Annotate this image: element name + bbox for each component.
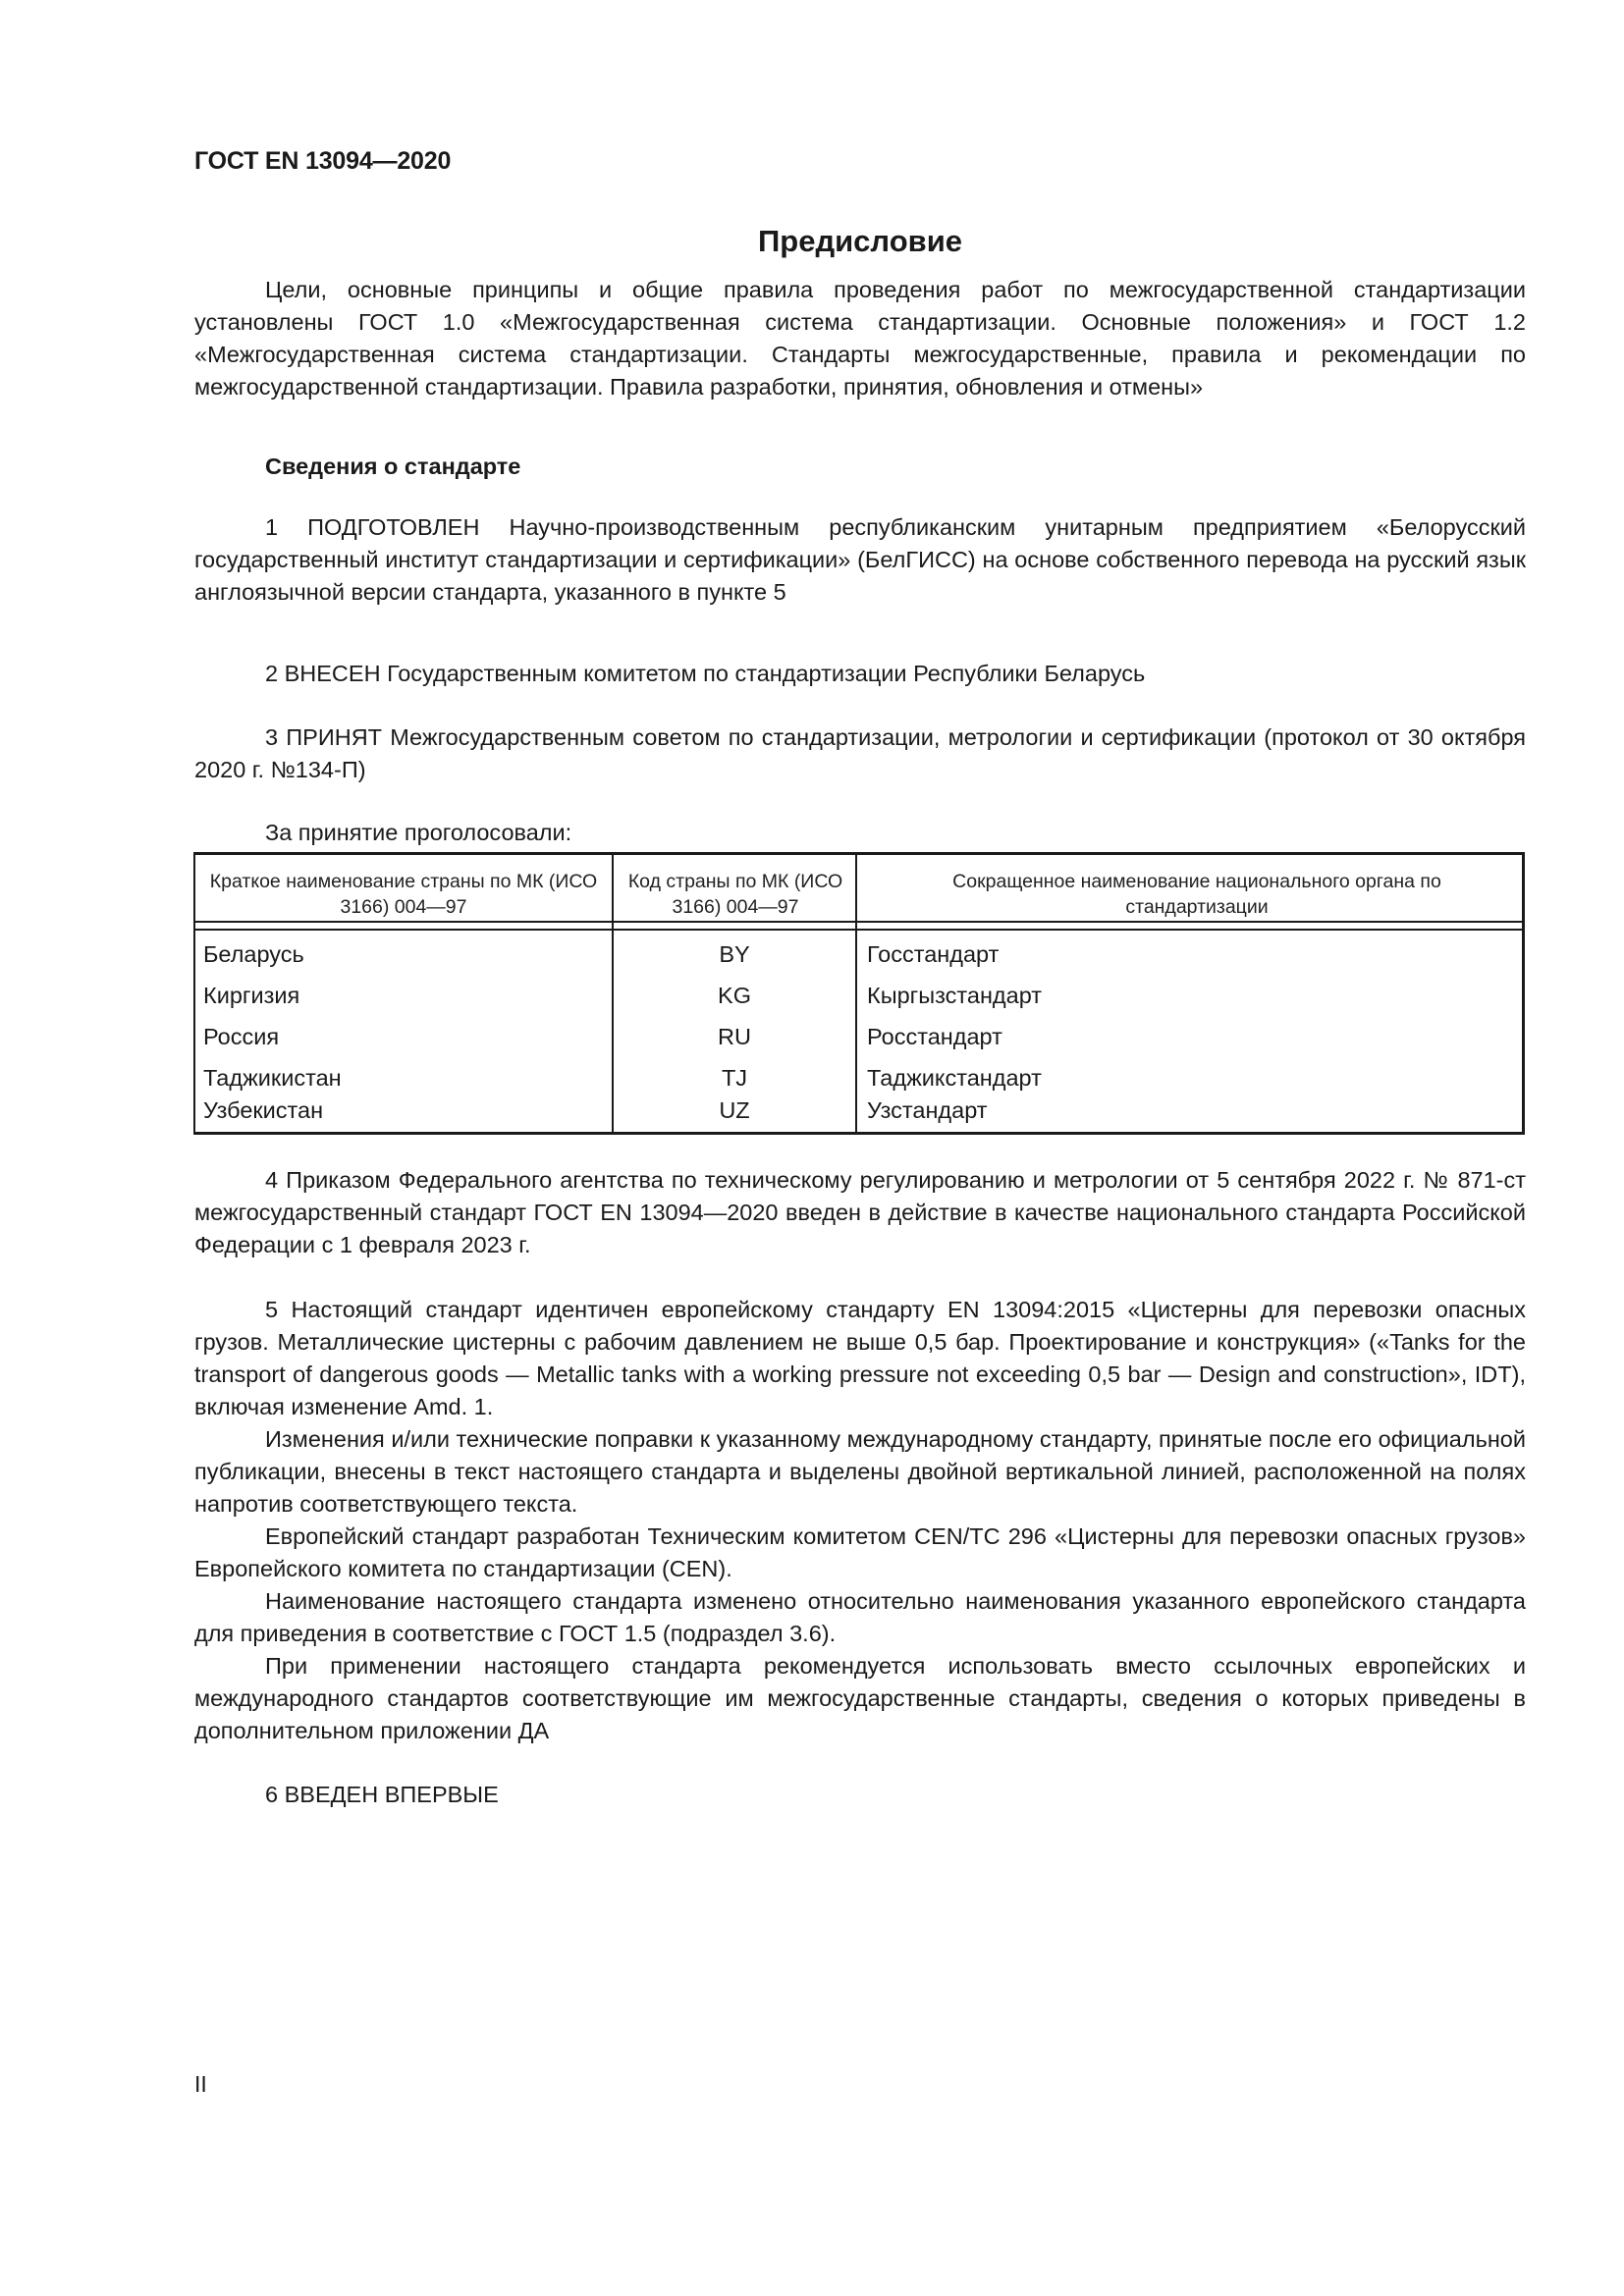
country-name-cell: Киргизия [203,983,300,1008]
page-title: Предисловие [757,224,962,258]
voting-countries-table [193,852,1525,1135]
item-5-paragraph: 5 Настоящий стандарт идентичен европейскому стандарту EN 13094:2015 «Цистерны для перевозки опасных грузов. Металлические цистерны с рабочим давлением не выше 0,5 бар. Проектирование и конструкция» («Tanks for the transport of dangerous goods — Metallic tanks with a working pressure not exceeding 0,5 bar — Design and construction», IDT), включая изменение Amd. 1. [194,1297,1526,1419]
country-code-cell: TJ [721,1065,748,1091]
country-name-cell: Узбекистан [203,1097,324,1123]
reference-standards-paragraph: При применении настоящего стандарта рекомендуется использовать вместо ссылочных европейских и международного стандартов соответствующие им межгосударственные стандарты, сведения о которых приведены в дополнительном приложении ДА [194,1653,1526,1743]
country-name-cell: Россия [203,1024,280,1049]
item-4-paragraph: 4 Приказом Федерального агентства по техническому регулированию и метрологии от 5 сентября 2022 г. № 871-ст межгосударственный стандарт ГОСТ EN 13094—2020 введен в действие в качестве национального стандарта Российской Федерации с 1 февраля 2023 г. [194,1167,1526,1257]
intro-paragraph: Цели, основные принципы и общие правила проведения работ по межгосударственной стандартизации установлены ГОСТ 1.0 «Межгосударственная система стандартизации. Основные положения» и ГОСТ 1.2 «Межгосударственная система стандартизации. Стандарты межгосударственные, правила и рекомендации по межгосударственной стандартизации. Правила разработки, принятия, обновления и отмены» [194,277,1526,400]
item-2-paragraph: 2 ВНЕСЕН Государственным комитетом по стандартизации Республики Беларусь [265,661,1146,686]
header-divider [195,929,1522,931]
item-6-paragraph: 6 ВВЕДЕН ВПЕРВЫЕ [265,1782,499,1807]
cen-committee-paragraph: Европейский стандарт разработан Техническим комитетом CEN/TC 296 «Цистерны для перевозки опасных грузов» Европейского комитета по стандартизации (CEN). [194,1523,1526,1581]
page-number: II [194,2071,207,2097]
item-3-paragraph: 3 ПРИНЯТ Межгосударственным советом по стандартизации, метрологии и сертификации (протокол от 30 октября 2020 г. №134-П) [194,724,1526,782]
country-code-cell: RU [718,1024,751,1049]
table-header-country-name: Краткое наименование страны по МК (ИСО 3166) 004—97 [209,871,598,918]
item-1-paragraph: 1 ПОДГОТОВЛЕН Научно-производственным республиканским унитарным предприятием «Белорусский государственный институт стандартизации и сертификации» (БелГИСС) на основе собственного перевода на русский язык англоязычной версии стандарта, указанного в пункте 5 [194,514,1526,605]
country-code-cell: UZ [719,1097,750,1123]
table-row [195,1016,1522,1057]
table-header-standards-body: Сокращенное наименование национального органа по стандартизации [952,871,1441,918]
standards-body-cell: Таджикстандарт [867,1065,1042,1091]
standards-body-cell: Кыргызстандарт [867,983,1043,1008]
table-row [195,1090,1522,1131]
table-header-country-code: Код страны по МК (ИСО 3166) 004—97 [627,871,843,918]
country-code-cell: KG [718,983,751,1008]
header-divider [195,921,1522,923]
table-row [195,975,1522,1016]
document-id-header: ГОСТ EN 13094—2020 [194,147,452,175]
country-name-cell: Таджикистан [203,1065,342,1091]
amendments-paragraph: Изменения и/или технические поправки к указанному международному стандарту, принятые после его официальной публикации, внесены в текст настоящего стандарта и выделены двойной вертикальной линией, расположенной на полях напротив соответствующего текста. [194,1426,1526,1517]
standards-body-cell: Узстандарт [867,1097,988,1123]
country-name-cell: Беларусь [203,941,304,967]
standards-body-cell: Росстандарт [867,1024,1002,1049]
section-heading: Сведения о стандарте [265,454,521,479]
table-row [195,934,1522,975]
standards-body-cell: Госстандарт [867,941,1000,967]
country-code-cell: BY [719,941,750,967]
vote-label: За принятие проголосовали: [265,820,572,845]
name-change-paragraph: Наименование настоящего стандарта изменено относительно наименования указанного европейского стандарта для приведения в соответствие с ГОСТ 1.5 (подраздел 3.6). [194,1588,1526,1646]
